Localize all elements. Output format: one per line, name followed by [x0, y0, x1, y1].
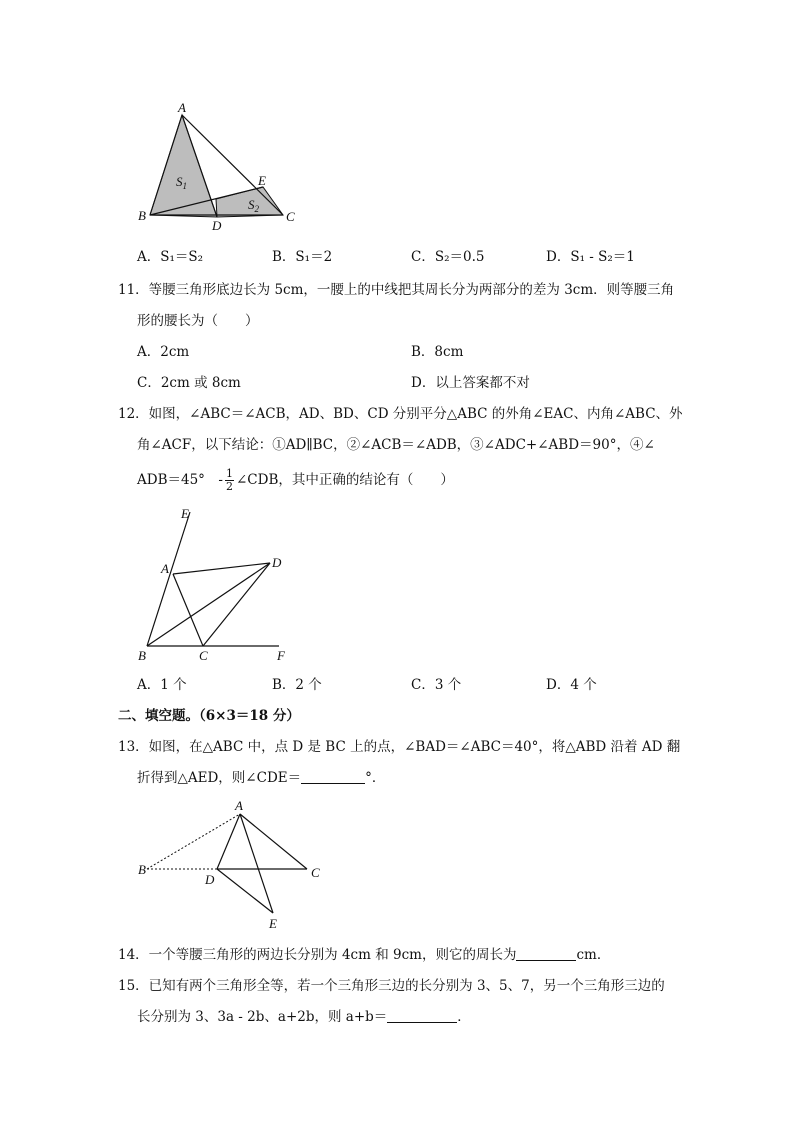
label-a: A: [235, 798, 243, 813]
q12-option-c: C．3 个: [411, 677, 462, 693]
q12-stem-line1: 12．如图，∠ABC＝∠ACB，AD、BD、CD 分别平分△ABC 的外角∠EAC、内角∠ABC、外: [118, 406, 683, 422]
figure-q13: [130, 795, 330, 935]
label-e: E: [269, 916, 277, 931]
fraction-one-half: $\frac{1}{2}$: [225, 467, 233, 493]
q15-stem-line2: 长分别为 3、3a - 2b、a+2b，则 a+b＝ ．: [137, 1009, 471, 1025]
q11-option-a: A．2cm: [137, 344, 190, 360]
label-d: D: [212, 218, 222, 233]
q15-stem-line1: 15．已知有两个三角形全等，若一个三角形三边的长分别为 3、5、7，另一个三角形三边的: [118, 978, 665, 994]
label-b: B: [138, 648, 146, 663]
label-d: D: [272, 555, 282, 570]
q11-stem-line1: 11．等腰三角形底边长为 5cm，一腰上的中线把其周长分为两部分的差为 3cm．则等腰三角: [118, 282, 675, 298]
q13-stem-line2: 折得到△AED，则∠CDE＝ °．: [137, 770, 386, 786]
label-a: A: [178, 100, 186, 115]
q10-option-a: A．S₁＝S₂: [137, 249, 204, 265]
q10-option-c: C．S₂＝0.5: [411, 249, 485, 265]
answer-blank[interactable]: [516, 946, 576, 961]
label-s1: $S_1$: [176, 174, 187, 191]
label-e: E: [181, 506, 189, 521]
label-c: C: [286, 209, 295, 224]
q12-option-b: B．2 个: [272, 677, 322, 693]
answer-blank[interactable]: [387, 1008, 457, 1023]
q10-option-d: D．S₁ - S₂＝1: [546, 249, 635, 265]
figure-q12: [130, 500, 300, 670]
label-c: C: [199, 648, 208, 663]
label-a: A: [161, 561, 169, 576]
figure-q10: [130, 100, 320, 235]
q12-stem-line2: 角∠ACF，以下结论：①AD∥BC，②∠ACB＝∠ADB，③∠ADC+∠ABD＝90°，④∠: [137, 437, 655, 453]
label-f: F: [277, 648, 285, 663]
q11-option-b: B．8cm: [411, 344, 464, 360]
answer-blank[interactable]: [301, 769, 365, 784]
q11-option-d: D．以上答案都不对: [411, 375, 530, 391]
q11-option-c: C．2cm 或 8cm: [137, 375, 241, 391]
shaded-region-s1: [150, 115, 217, 217]
label-b: B: [138, 208, 146, 223]
q12-option-d: D．4 个: [546, 677, 597, 693]
q10-option-b: B．S₁＝2: [272, 249, 333, 265]
q12-option-a: A．1 个: [137, 677, 187, 693]
label-d: D: [205, 872, 215, 887]
label-b: B: [138, 862, 146, 877]
label-e: E: [258, 173, 266, 188]
q14-stem: 14．一个等腰三角形的两边长分别为 4cm 和 9cm，则它的周长为 cm．: [118, 947, 611, 963]
label-c: C: [311, 865, 320, 880]
q13-stem-line1: 13．如图，在△ABC 中，点 D 是 BC 上的点，∠BAD＝∠ABC＝40°，将△ABD 沿着 AD 翻: [118, 739, 681, 755]
section-title-fill-in: 二、填空题。（6×3＝18 分）: [118, 708, 300, 724]
q11-stem-line2: 形的腰长为（ ）: [137, 313, 259, 329]
label-s2: $S_2$: [248, 197, 259, 214]
q12-stem-line3: ADB＝45° - $\frac{1}{2}$ ∠CDB，其中正确的结论有（ ）: [137, 467, 454, 493]
